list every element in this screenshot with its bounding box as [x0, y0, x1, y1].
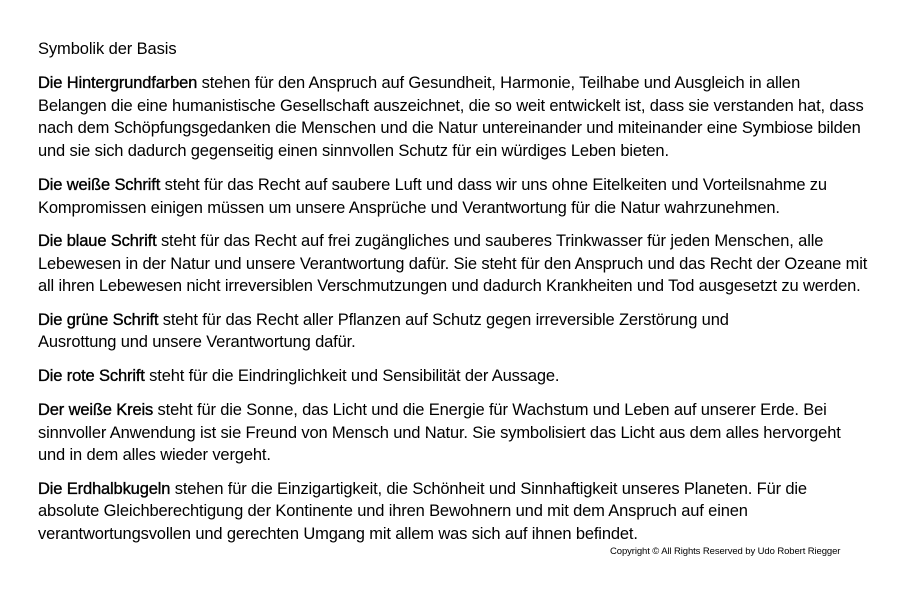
paragraph-hintergrundfarben	[38, 72, 868, 162]
paragraph-lead: Die Hintergrundfarben	[38, 74, 198, 92]
paragraph-text: steht für das Recht auf frei zugängliches und sauberes Trinkwasser für jeden Menschen, alle Lebewesen in der Natur und unsere Verantwortung dafür. Sie steht für den Anspruch und das Recht der Ozeane mit all ihren Lebewesen nicht irreversiblen Verschmutzungen und dadurch Krankheiten und Tod ausgesetzt zu werden.	[38, 232, 868, 295]
document-body	[38, 38, 868, 545]
paragraph-rote-schrift	[38, 365, 868, 388]
paragraph-lead: Der weiße Kreis	[38, 401, 154, 419]
paragraph-lead: Die rote Schrift	[38, 366, 145, 385]
paragraph-weisser-kreis	[38, 399, 868, 467]
paragraph-text: steht für die Eindringlichkeit und Sensibilität der Aussage.	[144, 366, 560, 385]
paragraph-text: steht für das Recht aller Pflanzen auf Schutz gegen irreversible Zerstörung und Ausrottung und unsere Verantwortung dafür.	[38, 310, 729, 351]
paragraph-text: steht für das Recht auf saubere Luft und dass wir uns ohne Eitelkeiten und Vorteilsnahme zu Kompromissen einigen müssen um unsere Ansprüche und Verantwortung für die Natur wahrzunehmen.	[38, 176, 827, 217]
paragraph-lead: Die blaue Schrift	[38, 232, 157, 250]
paragraph-text: stehen für den Anspruch auf Gesundheit, Harmonie, Teilhabe und Ausgleich in allen Belangen die eine humanistische Gesellschaft auszeichnet, die so weit entwickelt ist, dass sie verstanden hat, dass nach dem Schöpfungsgedanken die Menschen und die Natur untereinander und miteinander eine Symbiose bilden und sie sich dadurch gegenseitig einen sinnvollen Schutz für ein würdiges Leben bieten.	[38, 74, 864, 160]
paragraph-weisse-schrift	[38, 174, 868, 219]
paragraph-lead: Die Erdhalbkugeln	[38, 479, 171, 498]
paragraph-lead: Die weiße Schrift	[38, 176, 161, 194]
paragraph-gruene-schrift	[38, 309, 798, 354]
paragraph-lead: Die grüne Schrift	[38, 310, 159, 329]
copyright-notice: Copyright © All Rights Reserved by Udo Robert Riegger	[610, 546, 841, 557]
paragraph-erdhalbkugeln	[38, 478, 868, 546]
paragraph-blaue-schrift	[38, 230, 868, 298]
page-title: Symbolik der Basis	[38, 40, 177, 58]
paragraph-text: stehen für die Einzigartigkeit, die Schönheit und Sinnhaftigkeit unseres Planeten. Für die absolute Gleichberechtigung der Kontinente und ihren Bewohnern und mit dem Anspruch auf einen verantwortungsvollen und gerechten Umgang mit allem was sich auf ihnen befindet.	[38, 479, 807, 543]
paragraph-text: steht für die Sonne, das Licht und die Energie für Wachstum und Leben auf unserer Erde. Bei sinnvoller Anwendung ist sie Freund von Mensch und Natur. Sie symbolisiert das Licht aus dem alles hervorgeht und in dem alles wieder vergeht.	[38, 401, 841, 464]
